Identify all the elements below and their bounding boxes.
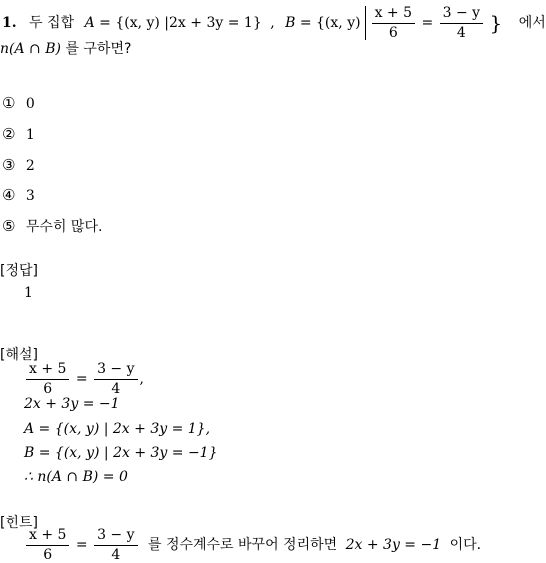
- comma: ,: [270, 15, 275, 32]
- explanation-fraction-1-denominator: 6: [43, 380, 53, 397]
- equals: =: [75, 537, 88, 554]
- set-b-name: B: [285, 15, 296, 32]
- explanation-line-5: ∴ n(A ∩ B) = 0: [24, 469, 128, 485]
- fraction-2-denominator: 4: [456, 24, 466, 41]
- explanation-fraction-2-numerator: 3 − y: [94, 362, 137, 380]
- question-math: n(A ∩ B): [0, 41, 61, 57]
- fraction-1: [372, 6, 415, 40]
- explanation-line-3: A = {(x, y) | 2x + 3y = 1},: [24, 421, 211, 437]
- explanation-fraction-2-denominator: 4: [111, 380, 121, 397]
- set-a-definition: = {(x, y) |2x + 3y = 1}: [99, 15, 262, 32]
- question-intro: 두 집합: [29, 15, 75, 32]
- choice-1-mark: ①: [2, 94, 16, 112]
- choice-5[interactable]: [2, 216, 102, 236]
- choice-5-mark: ⑤: [2, 217, 16, 235]
- hint-fraction-1-denominator: 6: [43, 546, 53, 563]
- choice-3-mark: ③: [2, 156, 16, 174]
- hint-text: 를 정수계수로 바꾸어 정리하면: [147, 537, 338, 554]
- set-b-bar: [365, 6, 366, 40]
- question-tail: 에서: [518, 15, 546, 32]
- hint-fraction-2: [94, 528, 137, 562]
- question-line-1: [2, 6, 546, 40]
- fraction-2-numerator: 3 − y: [440, 6, 483, 24]
- explanation-line-4: B = {(x, y) | 2x + 3y = −1}: [24, 445, 218, 461]
- hint-line: [24, 528, 481, 562]
- hint-math: 2x + 3y = −1: [345, 537, 442, 554]
- explanation-fraction-1: [26, 362, 69, 396]
- question-text: 를 구하면?: [65, 41, 132, 57]
- hint-fraction-1-numerator: x + 5: [26, 528, 69, 546]
- choice-4-text: 3: [25, 188, 35, 204]
- explanation-line-1-tail: ,: [139, 371, 144, 388]
- hint-fraction-2-numerator: 3 − y: [94, 528, 137, 546]
- choice-2[interactable]: [2, 125, 35, 143]
- set-a-name: A: [84, 15, 95, 32]
- choice-1-text: 0: [25, 96, 35, 112]
- choice-5-text: 무수히 많다.: [25, 219, 103, 235]
- hint-fraction-1: [26, 528, 69, 562]
- set-b-open: = {(x, y): [299, 15, 361, 32]
- hint-end: 이다.: [449, 537, 482, 554]
- fraction-2: [440, 6, 483, 40]
- question-number: 1.: [2, 15, 17, 32]
- choice-4[interactable]: [2, 186, 35, 204]
- question-line-2: [0, 38, 131, 58]
- explanation-line-2: 2x + 3y = −1: [24, 396, 120, 412]
- equals: =: [75, 371, 88, 388]
- explanation-heading: [해설]: [0, 347, 38, 363]
- set-b-close: }: [489, 11, 503, 36]
- choice-4-mark: ④: [2, 186, 16, 204]
- choice-2-mark: ②: [2, 125, 16, 143]
- fraction-1-numerator: x + 5: [372, 6, 415, 24]
- explanation-fraction-1-numerator: x + 5: [26, 362, 69, 380]
- choice-3[interactable]: [2, 156, 35, 174]
- explanation-line-1: [24, 362, 144, 396]
- choice-2-text: 1: [25, 127, 35, 143]
- equals: =: [421, 15, 434, 32]
- hint-heading: [힌트]: [0, 515, 38, 531]
- hint-fraction-2-denominator: 4: [111, 546, 121, 563]
- answer-heading: [정답]: [0, 263, 38, 279]
- answer-value: 1: [24, 285, 33, 301]
- explanation-fraction-2: [94, 362, 137, 396]
- choice-3-text: 2: [25, 158, 35, 174]
- choice-1[interactable]: [2, 94, 35, 112]
- fraction-1-denominator: 6: [388, 24, 398, 41]
